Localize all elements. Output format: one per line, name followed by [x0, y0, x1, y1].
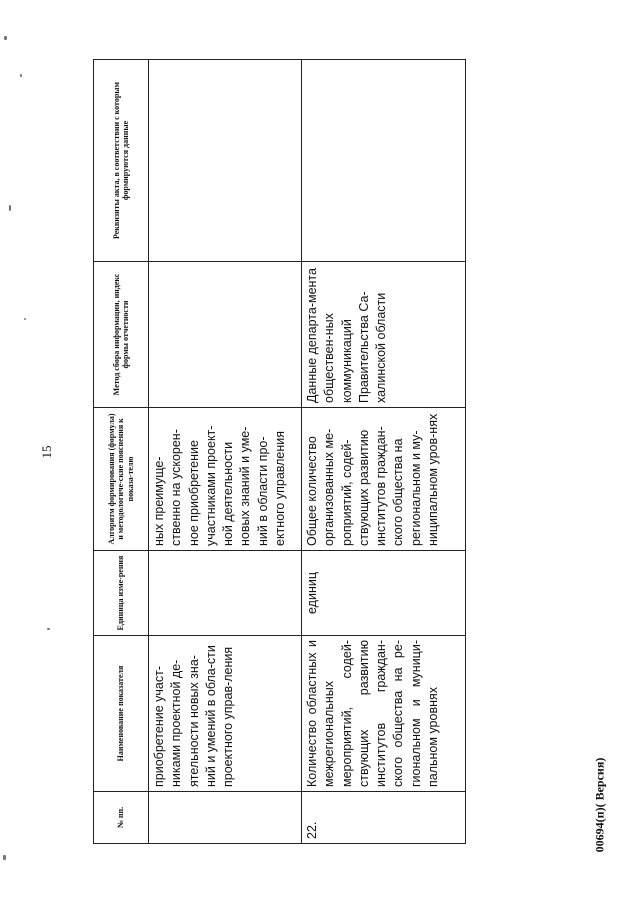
- cell-method: [149, 262, 302, 408]
- page-number: 15: [39, 445, 54, 459]
- cell-requisites: [302, 60, 466, 262]
- cell-unit: [149, 551, 302, 636]
- cell-algorithm: ных преимуще-ственно на ускорен-ное приобретение участниками проект-ной деятельности новых знаний и уме-ний в области про-ектного управления: [149, 408, 302, 551]
- scan-speck: [24, 318, 26, 320]
- header-indicator-name: Наименование показателя: [94, 636, 149, 792]
- scan-speck: [47, 628, 50, 630]
- header-method: Метод сбора информации, индекс формы отчетности: [94, 262, 149, 408]
- header-requisites: Реквизиты акта, в соответствии с которым формируются данные: [94, 60, 149, 262]
- scan-speck: [20, 74, 22, 77]
- cell-unit: единиц: [302, 551, 466, 636]
- header-num: № пп.: [94, 792, 149, 844]
- cell-method: Данные департа-мента обществен-ных коммуникаций Правительства Са-халинской области: [302, 262, 466, 408]
- table-header-row: [94, 60, 149, 844]
- cell-num: 22.: [302, 792, 466, 844]
- scan-speck: [4, 36, 7, 40]
- scan-speck: [9, 205, 11, 211]
- header-unit: Единица изме-рения: [94, 551, 149, 636]
- cell-indicator-name: приобретение участ-никами проектной де-ятельности новых зна-ний и умений в обла-сти проектного управ-ления: [149, 636, 302, 792]
- cell-indicator-name: Количество областных и межрегиональных мероприятий, содей-ствующих развитию институтов граждан-ского общества на ре-гиональном и муници-пальном уровнях: [302, 636, 466, 792]
- header-algorithm: Алгоритм формирования (формула) и методологиче-ские пояснения к показа-телю: [94, 408, 149, 551]
- cell-requisites: [149, 60, 302, 262]
- cell-algorithm: Общее количество организованных ме-роприятий, содей-ствующих развитию институтов граждан-ского общества на региональном и му-ниципальном уров-нях: [302, 408, 466, 551]
- indicator-table: [93, 59, 466, 844]
- table-row: [149, 60, 302, 844]
- cell-num: [149, 792, 302, 844]
- document-footer: 00694(п)( Версия): [592, 757, 607, 853]
- scan-speck: [3, 855, 6, 860]
- document-table-wrapper: [93, 60, 465, 844]
- table-row: [302, 60, 466, 844]
